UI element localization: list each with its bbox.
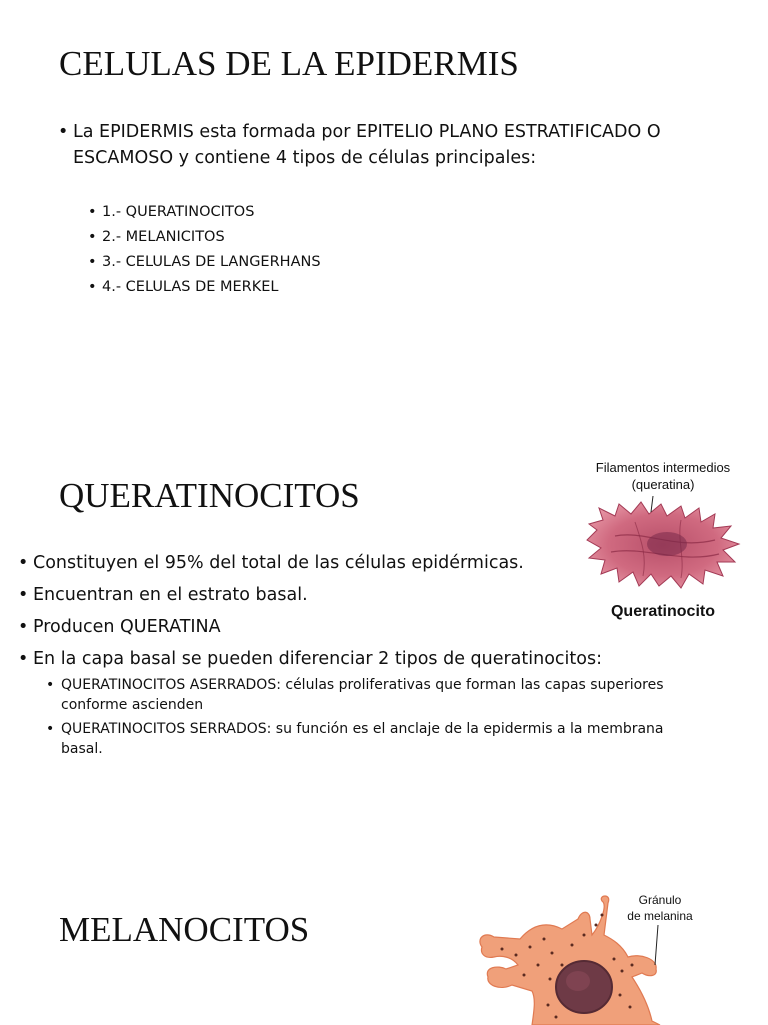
list-item: • En la capa basal se pueden diferenciar 2 tipos de queratinocitos: bbox=[33, 646, 602, 672]
list-item: • 3.- CELULAS DE LANGERHANS bbox=[102, 250, 321, 275]
list-item: • Constituyen el 95% del total de las células epidérmicas. bbox=[33, 550, 524, 576]
list-item: • 2.- MELANICITOS bbox=[102, 225, 225, 250]
figure-caption: Queratinocito bbox=[610, 603, 715, 620]
intro-line-2: ESCAMOSO y contiene 4 tipos de células principales: bbox=[73, 148, 537, 168]
figure-label-line-1: Gránulo bbox=[638, 893, 682, 907]
pointer-line bbox=[655, 925, 658, 965]
list-item: • Encuentran en el estrato basal. bbox=[33, 582, 308, 608]
sub-item-line-1: • QUERATINOCITOS ASERRADOS: células proliferativas que forman las capas superiores bbox=[61, 677, 664, 693]
melanocyte-illustration bbox=[472, 895, 672, 1025]
list-item: • 4.- CELULAS DE MERKEL bbox=[102, 275, 279, 300]
figure-label-line-2: (queratina) bbox=[631, 477, 695, 492]
sub-item-line-2: conforme ascienden bbox=[61, 697, 204, 713]
list-item: • 1.- QUERATINOCITOS bbox=[102, 200, 254, 225]
slide-title: QUERATINOCITOS bbox=[59, 476, 360, 515]
figure-label-line-2: de melanina bbox=[627, 909, 693, 923]
slide-title: MELANOCITOS bbox=[59, 910, 310, 949]
figure-label-line-1: Filamentos intermedios bbox=[595, 460, 731, 475]
slide-title: CELULAS DE LA EPIDERMIS bbox=[59, 44, 519, 83]
sub-item-line-2: basal. bbox=[61, 741, 103, 757]
sub-item-line-1: • QUERATINOCITOS SERRADOS: su función es el anclaje de la epidermis a la membrana bbox=[61, 721, 664, 737]
intro-line-1: • La EPIDERMIS esta formada por EPITELIO PLANO ESTRATIFICADO O bbox=[73, 122, 661, 142]
list-item: • Producen QUERATINA bbox=[33, 614, 221, 640]
